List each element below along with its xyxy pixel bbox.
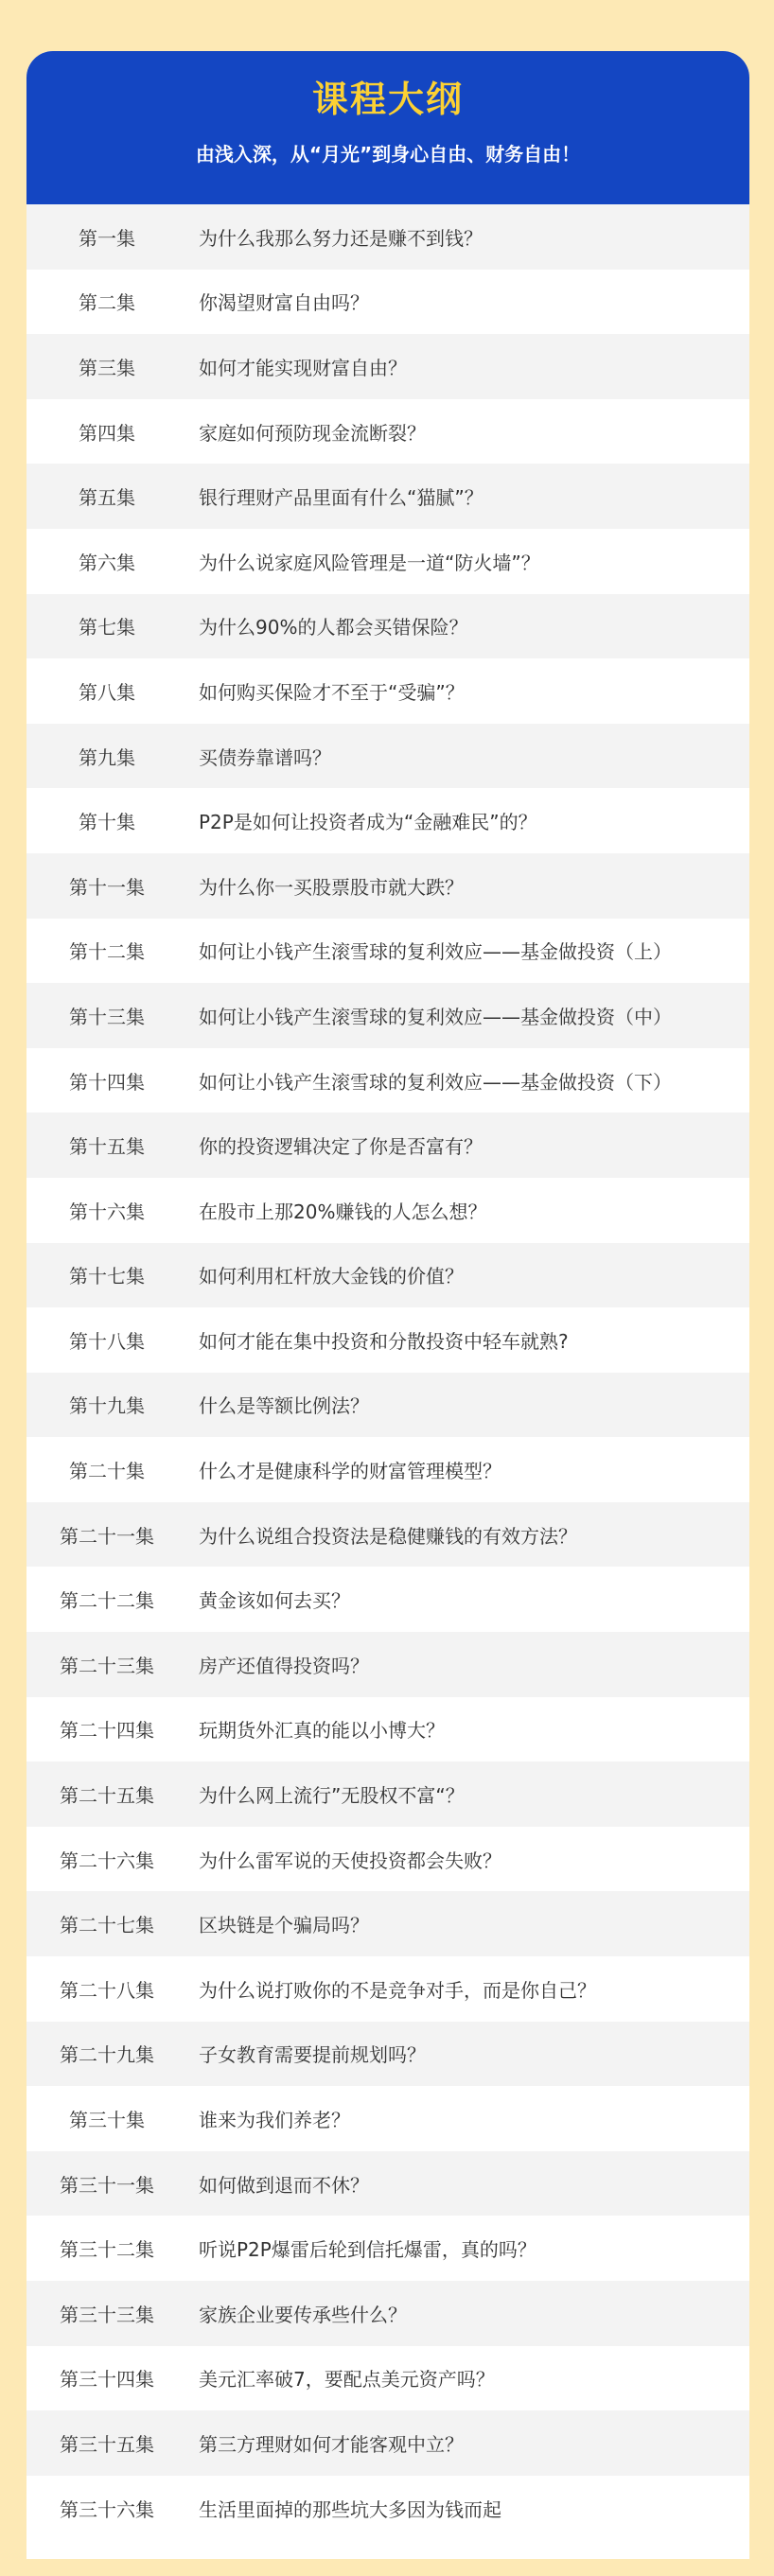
episode-topic: 家庭如何预防现金流断裂？: [199, 421, 426, 445]
episode-row: [26, 2281, 749, 2346]
episode-number: 第二十六集: [60, 1849, 154, 1872]
episode-topic: 如何让小钱产生滚雪球的复利效应——基金做投资（中）: [199, 1005, 672, 1028]
episode-row: [26, 334, 749, 399]
episode-row: [26, 1567, 749, 1632]
episode-number: 第二十八集: [60, 1978, 154, 2002]
episode-number: 第十一集: [69, 875, 145, 899]
episode-number: 第十六集: [69, 1200, 145, 1223]
episode-topic: 在股市上那20%赚钱的人怎么想？: [199, 1200, 487, 1223]
episode-row: [26, 2151, 749, 2217]
episode-row: [26, 1827, 749, 1892]
page-subtitle: 由浅入深，从“月光”到身心自由、财务自由！: [195, 143, 581, 166]
episode-topic: 如何利用杠杆放大金钱的价值？: [199, 1265, 464, 1288]
episode-row: [26, 204, 749, 270]
episode-topic: 为什么网上流行”无股权不富“？: [199, 1784, 465, 1808]
episode-row: [26, 2216, 749, 2281]
episode-number: 第十二集: [69, 940, 145, 964]
episode-row: [26, 2346, 749, 2411]
episode-topic: 听说P2P爆雷后轮到信托爆雷，真的吗？: [199, 2238, 537, 2262]
episode-number: 第七集: [79, 616, 135, 640]
episode-topic: 为什么说家庭风险管理是一道“防火墙”？: [199, 551, 540, 574]
episode-number: 第三十三集: [60, 2303, 154, 2326]
episode-topic: 为什么我那么努力还是赚不到钱？: [199, 226, 483, 250]
episode-topic: 区块链是个骗局吗？: [199, 1914, 369, 1937]
episode-topic: 房产还值得投资吗？: [199, 1654, 369, 1677]
episode-topic: 银行理财产品里面有什么“猫腻”？: [199, 486, 484, 510]
episode-number: 第三十集: [69, 2109, 145, 2132]
episode-number: 第二十集: [69, 1460, 145, 1483]
episode-row: [26, 594, 749, 659]
episode-topic: 你渴望财富自由吗？: [199, 291, 369, 315]
episode-topic: 如何购买保险才不至于“受骗”？: [199, 680, 465, 704]
episode-number: 第十八集: [69, 1329, 145, 1353]
episode-row: [26, 529, 749, 594]
episode-number: 第二十三集: [60, 1654, 154, 1677]
episode-number: 第十三集: [69, 1005, 145, 1028]
episode-row: [26, 1502, 749, 1568]
episode-topic: 如何让小钱产生滚雪球的复利效应——基金做投资（上）: [199, 940, 672, 964]
episode-topic: 如何才能在集中投资和分散投资中轻车就熟?: [199, 1329, 569, 1353]
episode-topic: P2P是如何让投资者成为“金融难民”的？: [199, 811, 537, 834]
episode-row: [26, 1632, 749, 1697]
episode-number: 第二集: [79, 291, 135, 315]
episode-number: 第三十一集: [60, 2173, 154, 2197]
episode-number: 第二十二集: [60, 1589, 154, 1613]
episode-topic: 你的投资逻辑决定了你是否富有？: [199, 1135, 483, 1159]
outline-header: [26, 51, 749, 204]
episode-topic: 玩期货外汇真的能以小博大？: [199, 1719, 445, 1743]
episode-row: [26, 919, 749, 984]
episode-row: [26, 270, 749, 335]
episode-number: 第十五集: [69, 1135, 145, 1159]
episode-number: 第一集: [79, 226, 135, 250]
episode-row: [26, 399, 749, 464]
episode-number: 第八集: [79, 680, 135, 704]
page-title: 课程大纲: [311, 79, 464, 120]
episode-row: [26, 1243, 749, 1308]
episode-row: [26, 658, 749, 724]
episode-topic: 美元汇率破7，要配点美元资产吗？: [199, 2368, 495, 2392]
episode-row: [26, 1307, 749, 1373]
episode-number: 第九集: [79, 745, 135, 769]
episode-topic: 如何让小钱产生滚雪球的复利效应——基金做投资（下）: [199, 1070, 672, 1094]
episode-number: 第六集: [79, 551, 135, 574]
episode-topic: 子女教育需要提前规划吗？: [199, 2043, 426, 2067]
episode-number: 第三十五集: [60, 2432, 154, 2456]
episode-topic: 如何做到退而不休？: [199, 2173, 369, 2197]
episode-number: 第三十四集: [60, 2368, 154, 2392]
episode-row: [26, 2476, 749, 2541]
episode-topic: 家族企业要传承些什么？: [199, 2303, 407, 2326]
episode-topic: 为什么说打败你的不是竞争对手，而是你自己？: [199, 1978, 596, 2002]
episode-topic: 谁来为我们养老？: [199, 2109, 350, 2132]
episode-number: 第十集: [79, 811, 135, 834]
episode-row: [26, 1891, 749, 1956]
episode-row: [26, 983, 749, 1048]
episode-number: 第二十四集: [60, 1719, 154, 1743]
episode-topic: 为什么说组合投资法是稳健赚钱的有效方法？: [199, 1524, 577, 1548]
episode-row: [26, 1113, 749, 1178]
episode-number: 第十九集: [69, 1394, 145, 1418]
episode-list: [26, 204, 749, 2540]
episode-number: 第十七集: [69, 1265, 145, 1288]
episode-topic: 黄金该如何去买？: [199, 1589, 350, 1613]
episode-number: 第二十七集: [60, 1914, 154, 1937]
episode-topic: 什么是等额比例法？: [199, 1394, 369, 1418]
episode-row: [26, 1697, 749, 1762]
episode-row: [26, 2022, 749, 2087]
episode-topic: 第三方理财如何才能客观中立？: [199, 2432, 464, 2456]
episode-number: 第二十一集: [60, 1524, 154, 1548]
episode-topic: 为什么你一买股票股市就大跌？: [199, 875, 464, 899]
episode-row: [26, 724, 749, 789]
episode-row: [26, 1373, 749, 1438]
episode-row: [26, 2086, 749, 2151]
episode-topic: 什么才是健康科学的财富管理模型？: [199, 1460, 501, 1483]
episode-topic: 如何才能实现财富自由？: [199, 356, 407, 379]
episode-row: [26, 1048, 749, 1113]
episode-row: [26, 464, 749, 529]
episode-number: 第三十二集: [60, 2238, 154, 2262]
episode-topic: 为什么雷军说的天使投资都会失败？: [199, 1849, 501, 1872]
episode-number: 第十四集: [69, 1070, 145, 1094]
episode-row: [26, 1437, 749, 1502]
episode-row: [26, 788, 749, 853]
episode-number: 第五集: [79, 486, 135, 510]
episode-number: 第三集: [79, 356, 135, 379]
episode-number: 第二十九集: [60, 2043, 154, 2067]
episode-topic: 生活里面掉的那些坑大多因为钱而起: [199, 2497, 501, 2521]
episode-row: [26, 1761, 749, 1827]
episode-row: [26, 1178, 749, 1243]
episode-number: 第三十六集: [60, 2497, 154, 2521]
episode-number: 第二十五集: [60, 1784, 154, 1808]
course-outline-card: [26, 51, 749, 2559]
episode-row: [26, 1956, 749, 2022]
episode-number: 第四集: [79, 421, 135, 445]
episode-row: [26, 853, 749, 919]
episode-row: [26, 2410, 749, 2476]
episode-topic: 为什么90%的人都会买错保险？: [199, 616, 468, 640]
episode-topic: 买债券靠谱吗？: [199, 745, 331, 769]
